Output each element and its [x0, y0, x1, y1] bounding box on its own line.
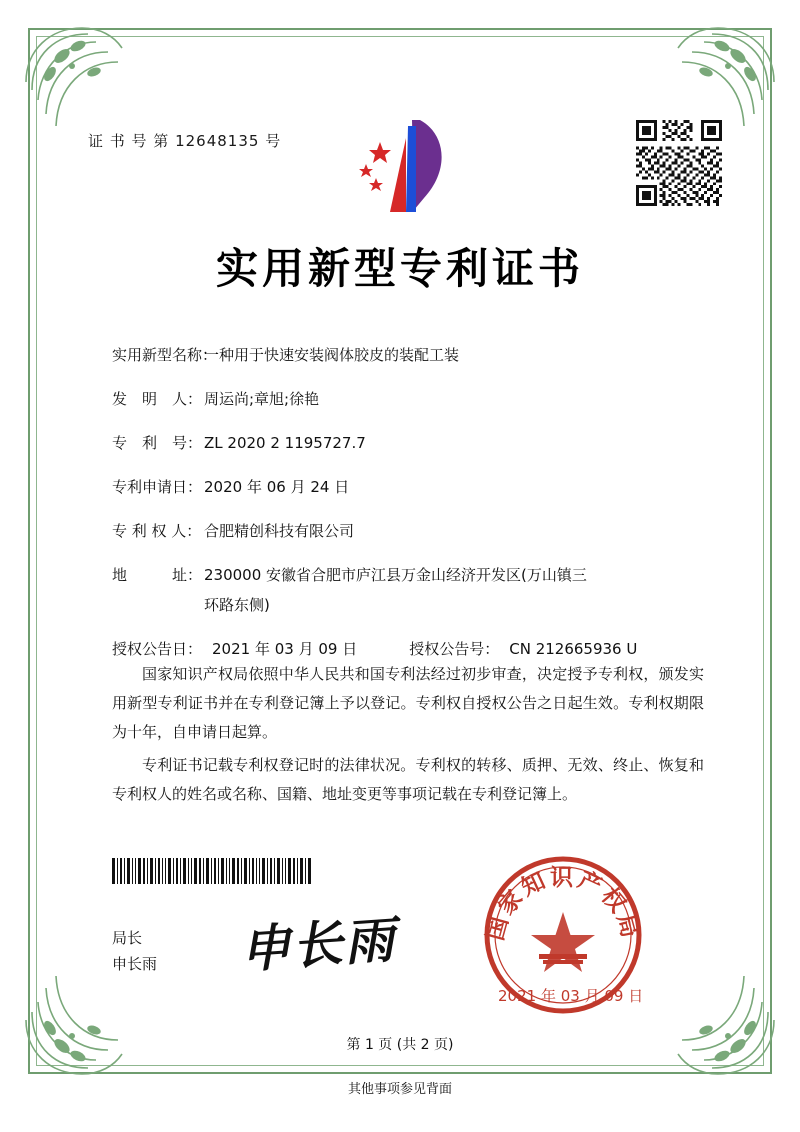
field-list	[112, 340, 704, 670]
qr-code-icon	[636, 120, 722, 206]
announcement-date-label: 授权公告日：	[112, 640, 203, 658]
director-name: 申长雨	[112, 955, 158, 973]
certificate-number: 证 书 号 第 12648135 号	[88, 132, 282, 150]
field-row-address	[112, 560, 704, 620]
field-row-utility-model-name	[112, 340, 704, 370]
field-value: ZL 2020 2 1195727.7	[204, 434, 366, 452]
field-value	[204, 560, 704, 620]
barcode-icon	[112, 858, 312, 884]
field-value: 合肥精创科技有限公司	[204, 522, 355, 540]
field-value: 2020 年 06 月 24 日	[204, 478, 350, 496]
seal-date: 2021 年 03 月 09 日	[498, 987, 644, 1005]
director-handwritten-signature: 申长雨	[238, 909, 399, 980]
address-line-1: 230000 安徽省合肥市庐江县万金山经济开发区(万山镇三	[204, 566, 587, 584]
paragraph-1: 国家知识产权局依照中华人民共和国专利法经过初步审查，决定授予专利权，颁发实用新型专利证书并在专利登记簿上予以登记。专利权自授权公告之日起生效。专利权期限为十年，自申请日起算。	[112, 665, 704, 741]
page-number: 第 1 页 (共 2 页)	[346, 1037, 454, 1053]
field-label: 专利申请日：	[112, 478, 203, 496]
field-label: 发 明 人：	[112, 390, 203, 408]
field-label: 实用新型名称：	[112, 346, 218, 364]
cnipa-logo-icon	[350, 112, 460, 222]
body-paragraphs	[112, 660, 704, 813]
field-row-patentee	[112, 516, 704, 546]
paragraph-2: 专利证书记载专利权登记时的法律状况。专利权的转移、质押、无效、终止、恢复和专利权人的姓名或名称、国籍、地址变更等事项记载在专利登记簿上。	[112, 756, 704, 803]
field-value: 一种用于快速安装阀体胶皮的装配工装	[204, 346, 460, 364]
svg-text:国家知识产权局: 国家知识产权局	[482, 865, 644, 944]
announcement-date-value: 2021 年 03 月 09 日	[212, 640, 358, 658]
field-row-application-date	[112, 472, 704, 502]
field-row-patent-number	[112, 428, 704, 458]
field-row-inventors	[112, 384, 704, 414]
field-label: 地 址：	[112, 566, 203, 584]
announcement-number-label: 授权公告号：	[409, 640, 500, 658]
address-line-2: 环路东侧)	[204, 596, 270, 614]
field-value: 周运尚;章旭;徐艳	[204, 390, 320, 408]
signature-block	[112, 925, 157, 977]
footer-note: 其他事项参见背面	[347, 1082, 452, 1097]
announcement-number-value: CN 212665936 U	[509, 640, 638, 658]
field-label: 专 利 号：	[112, 434, 203, 452]
field-label: 专 利 权 人：	[112, 522, 202, 540]
director-title-label: 局长	[112, 929, 143, 947]
page-title: 实用新型专利证书	[215, 244, 584, 293]
